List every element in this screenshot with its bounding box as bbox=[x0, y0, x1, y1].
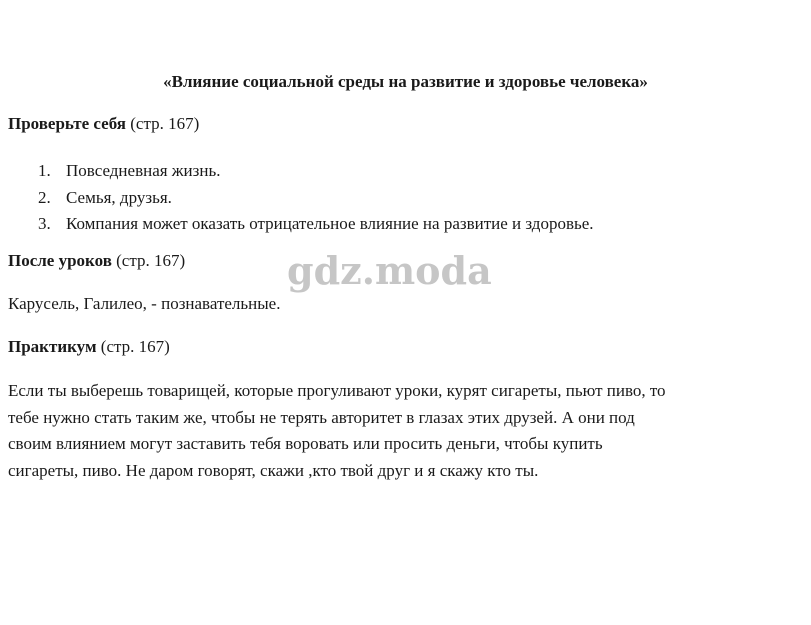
paragraph-line: Если ты выберешь товарищей, которые прогуливают уроки, курят сигареты, пьют пиво, то bbox=[8, 381, 666, 400]
section-heading: Проверьте себя bbox=[8, 114, 126, 133]
list-text: Повседневная жизнь. bbox=[66, 161, 221, 180]
page-reference: (стр. 167) bbox=[130, 114, 200, 133]
list-item bbox=[38, 211, 594, 238]
watermark-logo: gdz.moda bbox=[287, 248, 492, 293]
list-text: Семья, друзья. bbox=[66, 187, 172, 207]
page-reference: (стр. 167) bbox=[116, 251, 186, 270]
practicum-paragraph bbox=[8, 378, 798, 484]
section-after-lessons bbox=[8, 251, 185, 271]
section-heading: Практикум bbox=[8, 337, 97, 356]
list-text: Компания может оказать отрицательное влияние на развитие и здоровье. bbox=[66, 214, 594, 233]
after-lessons-answer: Карусель, Галилео, - познавательные. bbox=[8, 294, 281, 313]
list-number: 1. bbox=[38, 161, 51, 180]
paragraph-line: тебе нужно стать таким же, чтобы не терять авторитет в глазах этих друзей. А они под bbox=[8, 407, 635, 427]
list-item bbox=[38, 158, 594, 185]
section-check-yourself bbox=[8, 114, 199, 134]
section-heading: После уроков bbox=[8, 251, 112, 270]
list-number: 3. bbox=[38, 214, 51, 233]
document-title: «Влияние социальной среды на развитие и здоровье человека» bbox=[163, 72, 648, 91]
page-reference: (стр. 167) bbox=[100, 337, 170, 356]
list-item bbox=[38, 185, 594, 212]
section-practicum bbox=[8, 337, 170, 357]
list-number: 2. bbox=[38, 187, 51, 207]
paragraph-line: своим влиянием могут заставить тебя воровать или просить деньги, чтобы купить bbox=[8, 434, 603, 453]
answers-list bbox=[38, 158, 594, 238]
paragraph-line: сигареты, пиво. Не даром говорят, скажи ,кто твой друг и я скажу кто ты. bbox=[8, 460, 539, 480]
